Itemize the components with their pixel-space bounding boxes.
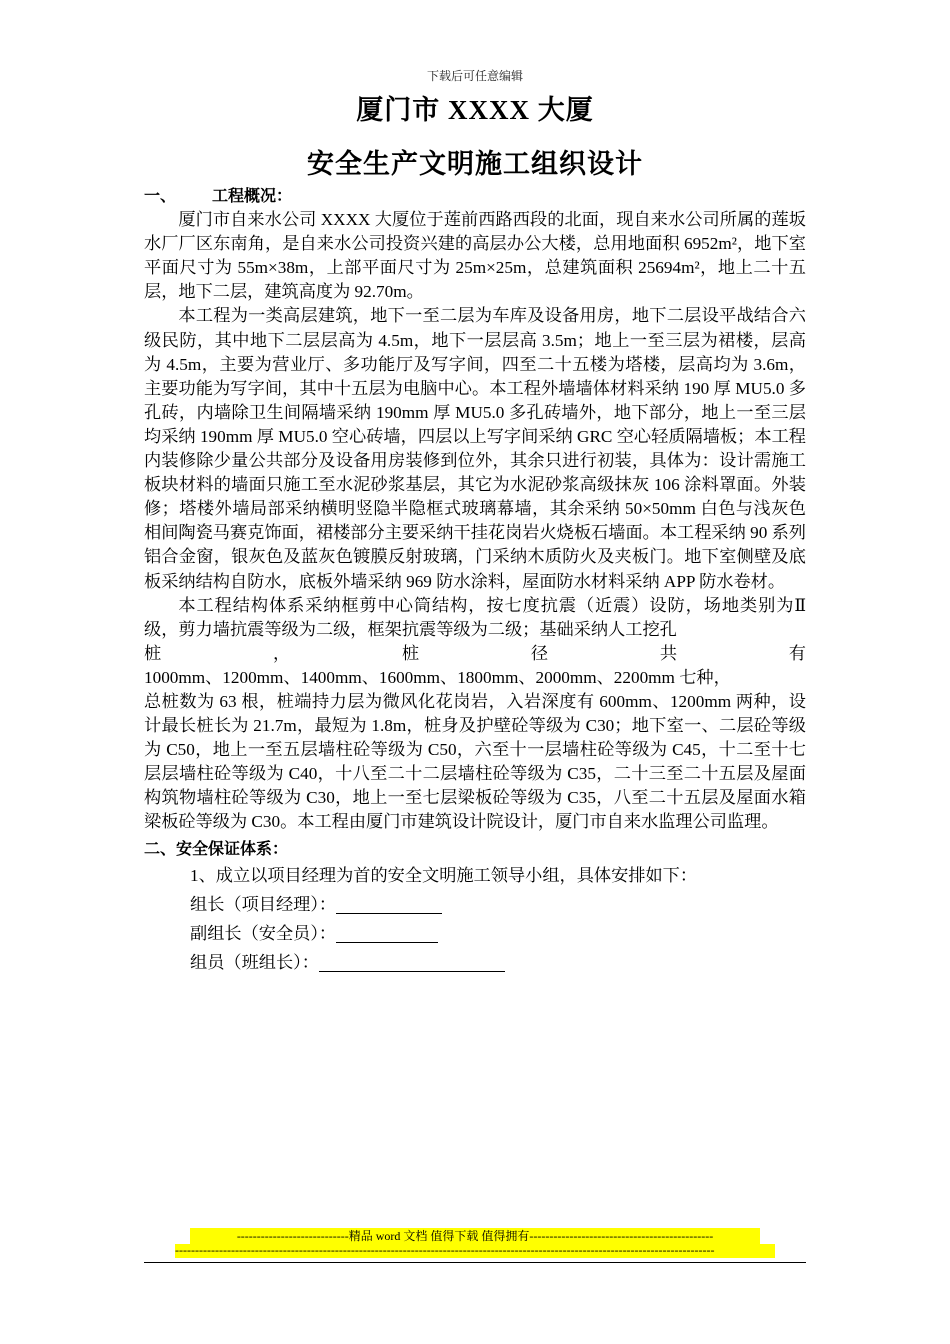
paragraph-overview-3c: 1000mm、1200mm、1400mm、1600mm、1800mm、2000mm、2200mm 七种， [144, 667, 731, 687]
document-subtitle: 安全生产文明施工组织设计 [307, 149, 643, 179]
deputy-label: 副组长（安全员）： [190, 923, 337, 943]
footer-banner: ----------------------------精品 word 文档 值得下载 值得拥有---------------------------------------------- [190, 1228, 760, 1244]
deputy-row [144, 919, 806, 948]
footer-banner-dashes: --------------------------------------------------------------------------------------------------------------------------------------- [175, 1244, 775, 1258]
section-number: 一、 [144, 186, 177, 205]
member-label: 组员（班组长）： [190, 952, 319, 972]
section-heading-overview [144, 184, 806, 208]
section-heading-safety: 二、安全保证体系： [144, 838, 289, 858]
paragraph-overview-3b: 桩 ， 桩 径 共 有 [144, 643, 806, 663]
list-item-leadership: 1、成立以项目经理为首的安全文明施工领导小组，具体安排如下： [190, 865, 698, 885]
document-body [144, 184, 806, 977]
paragraph-overview-3d: 总桩数为 63 根，桩端持力层为微风化花岗岩，入岩深度有 600mm、1200mm 两种，设计最长桩长为 21.7m，最短为 1.8m，桩身及护壁砼等级为 C30；地下室一、二层砼等级为 C50，地上一至五层墙柱砼等级为 C50，六至十一层墙柱砼等级为 C45，十二至十七层层墙柱砼等级为 C40，十八至二十二层墙柱砼等级为 C35，二十三至二十五层及屋面构筑物墙柱砼等级为 C30，地上一至七层梁板砼等级为 C35，八至二十五层及屋面水箱梁板砼等级为 C30。本工程由厦门市建筑设计院设计，厦门市自来水监理公司监理。 [144, 691, 806, 832]
header-note: 下载后可任意编辑 [426, 69, 523, 83]
paragraph-overview-2: 本工程为一类高层建筑，地下一至二层为车库及设备用房，地下二层设平战结合六级民防，其中地下二层层高为 4.5m，地下一层层高 3.5m；地上一至三层为裙楼，层高为 4.5m，主要为营业厅、多功能厅及写字间，四至二十五楼为塔楼，层高均为 3.6m，主要功能为写字间，其中十五层为电脑中心。本工程外墙墙体材料采纳 190 厚 MU5.0 多孔砖，内墙除卫生间隔墙采纳 190mm 厚 MU5.0 多孔砖墙外，地下部分，地上一至三层均采纳 190mm 厚 MU5.0 空心砖墙，四层以上写字间采纳 GRC 空心轻质隔墙板；本工程内装修除少量公共部分及设备用房装修到位外，其余只进行初装，具体为：设计需施工板块材料的墙面只施工至水泥砂浆基层，其它为水泥砂浆高级抹灰 106 涂料罩面。外装修；塔楼外墙局部采纳横明竖隐半隐框式玻璃幕墙，其余采纳 50×50mm 白色与浅灰色相间陶瓷马赛克饰面，裙楼部分主要采纳干挂花岗岩火烧板石墙面。本工程采纳 90 系列铝合金窗，银灰色及蓝灰色镀膜反射玻璃，门采纳木质防火及夹板门。地下室侧壁及底板采纳结构自防水，底板外墙采纳 969 防水涂料，屋面防水材料采纳 APP 防水卷材。 [144, 306, 806, 591]
paragraph-overview-1: 厦门市自来水公司 XXXX 大厦位于莲前西路西段的北面，现自来水公司所属的莲坂水厂厂区东南角，是自来水公司投资兴建的高层办公大楼，总用地面积 6952m²，地下室平面尺寸为 55m×38m，上部平面尺寸为 25m×25m，总建筑面积 25694m²，地上二十五层，地下二层，建筑高度为 92.70m。 [144, 210, 806, 302]
member-blank-field[interactable] [319, 953, 505, 972]
leader-blank-field[interactable] [336, 895, 442, 914]
footer-divider [144, 1262, 806, 1263]
member-row [144, 948, 806, 977]
deputy-blank-field[interactable] [336, 924, 438, 943]
leader-row [144, 890, 806, 919]
paragraph-overview-3a: 本工程结构体系采纳框剪中心筒结构，按七度抗震（近震）设防，场地类别为Ⅱ级，剪力墙抗震等级为二级，框架抗震等级为二级；基础采纳人工挖孔 [144, 595, 806, 639]
document-title: 厦门市 XXXX 大厦 [356, 95, 594, 125]
section-title: 工程概况： [212, 186, 293, 205]
leader-label: 组长（项目经理）： [190, 894, 337, 914]
